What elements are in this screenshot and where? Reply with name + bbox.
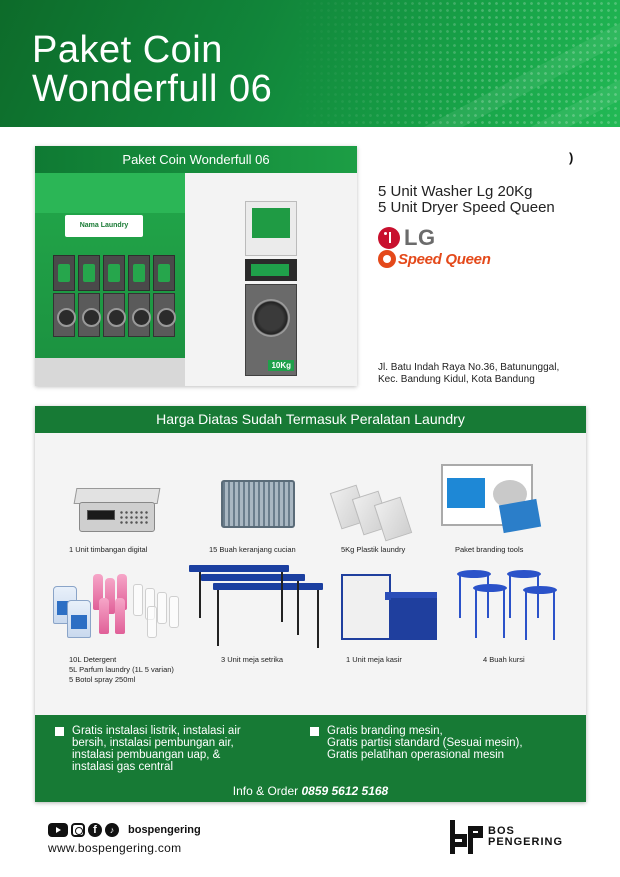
table-leg [281,572,283,622]
stool-image [457,570,491,578]
bonus-line: Gratis branding mesin, [327,725,443,737]
lg-face-icon [378,227,400,249]
website-link[interactable]: www.bospengering.com [48,841,182,855]
bonus-list-left [55,725,241,773]
spray-bottle-image [147,606,157,638]
equipment-item [209,545,296,555]
bos-pengering-logo [450,820,563,854]
spec-line-2: 5 Unit Dryer Speed Queen [378,199,555,216]
equipment-item [69,545,147,555]
spray-bottle-image [133,584,143,616]
logo-line-2: PENGERING [488,836,564,848]
scale-display [87,510,115,520]
stool-leg [503,588,505,638]
item-label: 5 Botol spray 250ml [69,675,136,684]
speed-queen-wordmark: Speed Queen [398,250,491,268]
item-label: 5L Parfum laundry (1L 5 varian) [69,665,174,674]
product-render [35,146,357,386]
perfume-bottle-image [99,598,109,634]
ironing-table-image [201,574,305,581]
equipment-section [35,406,586,802]
machine-row [53,255,175,337]
laundry-basket-image [221,480,295,528]
header-dot-pattern [290,0,620,127]
washer-drum [252,299,290,337]
bonus-list-right [310,725,523,761]
social-handle[interactable]: bospengering [128,824,201,836]
youtube-icon[interactable] [48,823,68,837]
perfume-bottle-image [115,598,125,634]
room-floor [35,358,185,386]
item-label: 4 Buah kursi [483,655,525,664]
spray-bottle-image [157,592,167,624]
title-line-1: Paket Coin [32,29,223,71]
stray-parenthesis: ) [569,150,574,165]
branding-tags-image [499,499,541,533]
machine-stack [53,255,75,337]
address-line-2: Kec. Bandung Kidul, Kota Bandung [378,374,535,385]
logo-line-1: BOS [488,825,515,837]
store-sign: Nama Laundry [65,215,143,237]
store-address [378,362,559,386]
machine-stack [78,255,100,337]
bonus-line: Gratis instalasi listrik, instalasi air [72,725,241,737]
equipment-item [483,655,525,665]
item-label: 3 Unit meja setrika [221,655,284,664]
scale-keypad [119,510,149,524]
item-label: 15 Buah keranjang cucian [209,545,296,554]
machine-stack [128,255,150,337]
bonus-line: Gratis partisi standard (Sesuai mesin), [327,737,523,749]
equipment-banner: Harga Diatas Sudah Termasuk Peralatan Laundry [35,406,586,433]
coin-panel [245,259,297,281]
stool-leg [553,590,555,640]
address-line-1: Jl. Batu Indah Raya No.36, Batununggal, [378,362,560,373]
bp-logo-icon [450,820,482,854]
lg-logo [378,225,436,251]
stool-leg [537,574,539,618]
stool-leg [475,588,477,638]
equipment-item [455,545,523,555]
room-ceiling [35,173,185,213]
ironing-table-image [213,583,323,590]
order-info [35,784,586,798]
spec-line-1: 5 Unit Washer Lg 20Kg [378,183,533,200]
table-leg [217,590,219,646]
plastic-bag-image [374,497,412,542]
order-phone[interactable]: 0859 5612 5168 [301,784,389,798]
item-label: 5Kg Plastik laundry [341,545,406,554]
bonus-line: Gratis pelatihan operasional mesin [327,749,505,761]
table-leg [317,590,319,648]
equipment-item [341,545,405,555]
stool-image [523,586,557,594]
item-label: 1 Unit timbangan digital [69,545,148,554]
lg-wordmark: LG [404,225,436,250]
header-banner [0,0,620,127]
checkbox-icon [310,727,319,736]
bonus-line: instalasi gas central [72,761,173,773]
logo-wordmark [488,826,563,848]
order-label: Info & Order [232,784,299,798]
machine-stack [103,255,125,337]
speed-queen-logo [378,250,491,268]
equipment-item [346,655,402,665]
bonus-line: bersih, instalasi pembungan air, [72,737,234,749]
item-label: 1 Unit meja kasir [346,655,402,664]
page-title [32,31,272,109]
laundry-room-render [35,173,185,386]
cashier-desk-side [391,598,437,640]
machine-spec [378,184,555,216]
checkbox-icon [55,727,64,736]
table-leg [199,572,201,618]
equipment-item [69,655,174,685]
washer-unit [245,284,297,376]
cashier-desk-image [341,574,391,640]
stool-image [507,570,541,578]
bonus-line: instalasi pembuangan uap, & [72,749,221,761]
stool-leg [525,590,527,640]
facebook-icon[interactable]: f [88,823,102,837]
title-line-2: Wonderfull 06 [32,68,273,110]
stool-leg [459,574,461,618]
dryer-unit [245,201,297,256]
instagram-icon[interactable] [71,823,85,837]
item-label: Paket branding tools [455,545,524,554]
tiktok-icon[interactable]: ♪ [105,823,119,837]
stacked-washer-dryer [245,201,297,376]
spray-bottle-image [169,596,179,628]
render-banner: Paket Coin Wonderfull 06 [35,146,357,173]
stool-leg [487,574,489,618]
stool-leg [509,574,511,618]
equipment-item [221,655,283,665]
capacity-tag: 10Kg [268,360,294,371]
item-label: 10L Detergent [69,655,117,664]
detergent-jug-image [67,600,91,638]
table-leg [297,581,299,635]
ironing-table-image [189,565,289,572]
social-icons [48,823,201,837]
speed-queen-mark-icon [378,250,396,268]
machine-stack [153,255,175,337]
bonus-section [35,715,586,802]
stool-image [473,584,507,592]
